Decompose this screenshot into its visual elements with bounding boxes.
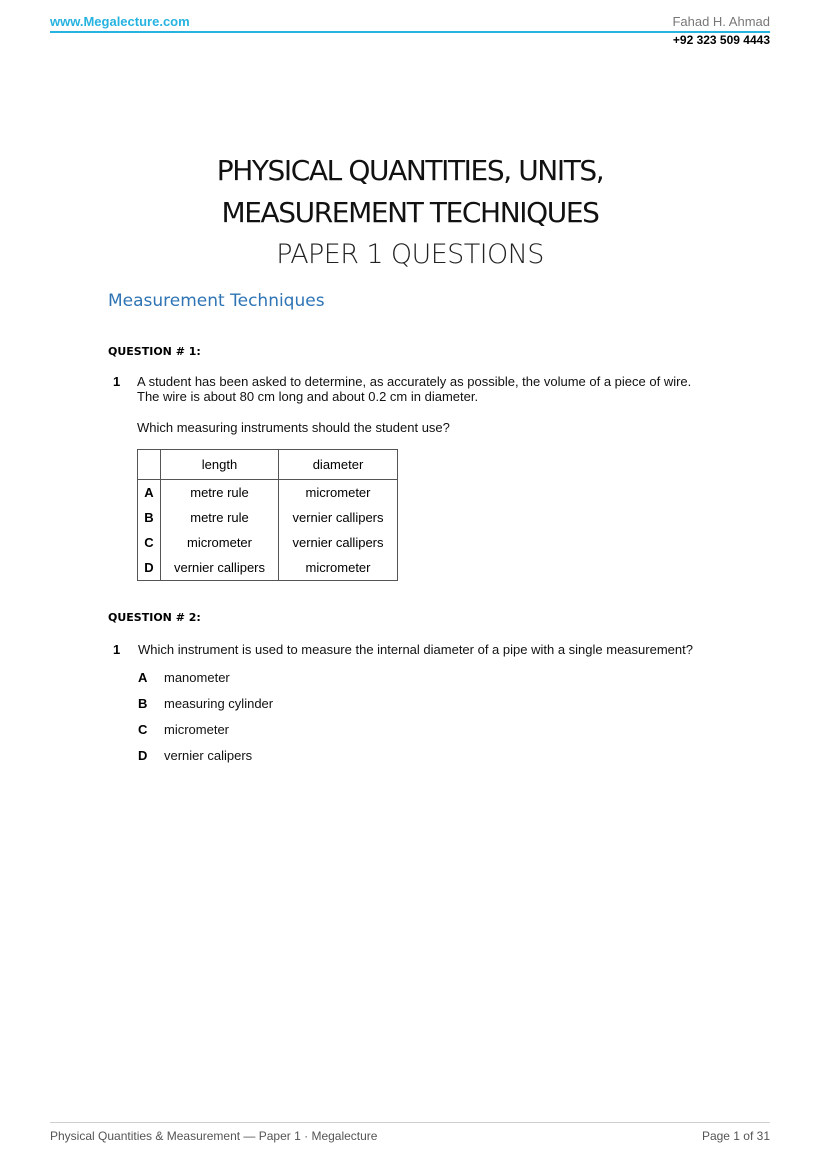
question-1-prompt: Which measuring instruments should the student use?	[137, 420, 450, 435]
table-cell: metre rule	[161, 480, 279, 506]
question-2-label: QUESTION # 2:	[108, 611, 201, 624]
author-name: Fahad H. Ahmad	[672, 14, 770, 29]
footer-text: Physical Quantities & Measurement — Paper 1 · Megalecture	[50, 1129, 378, 1143]
option-text: micrometer	[164, 722, 230, 737]
document-subtitle: PAPER 1 QUESTIONS	[276, 239, 544, 270]
table-row	[138, 555, 398, 581]
option-text: measuring cylinder	[164, 696, 274, 711]
table-cell: micrometer	[279, 480, 398, 506]
table-row	[138, 530, 398, 555]
title-line-1: PHYSICAL QUANTITIES, UNITS,	[216, 154, 604, 187]
option-text: manometer	[164, 670, 230, 685]
option-letter: C	[138, 530, 161, 555]
table-header-cell: length	[161, 450, 279, 480]
table-cell: metre rule	[161, 505, 279, 530]
option-letter: A	[138, 480, 161, 506]
option-text: vernier calipers	[164, 748, 253, 763]
question-2-number: 1	[113, 642, 121, 657]
section-heading: Measurement Techniques	[108, 291, 325, 311]
option-letter: B	[138, 696, 148, 711]
table-cell: micrometer	[161, 530, 279, 555]
table-cell: vernier callipers	[279, 530, 398, 555]
table-row	[138, 505, 398, 530]
question-1-text-line-2: The wire is about 80 cm long and about 0.2 cm in diameter.	[137, 389, 479, 404]
table-cell: vernier callipers	[161, 555, 279, 581]
question-2-text: Which instrument is used to measure the internal diameter of a pipe with a single measurement?	[138, 642, 693, 657]
phone-number: +92 323 509 4443	[672, 33, 770, 47]
option-letter: C	[138, 722, 148, 737]
table-header-row	[138, 450, 398, 480]
question-1-number: 1	[113, 374, 121, 389]
document-title	[0, 150, 820, 276]
footer-divider	[50, 1122, 770, 1123]
option-letter: D	[138, 748, 148, 763]
option-letter: A	[138, 670, 148, 685]
header-divider	[50, 31, 770, 33]
site-link[interactable]: www.Megalecture.com	[50, 14, 190, 29]
question-1-text-line-1: A student has been asked to determine, as accurately as possible, the volume of a piece of wire.	[137, 374, 692, 389]
option-letter: B	[138, 505, 161, 530]
question-1-label: QUESTION # 1:	[108, 345, 201, 358]
table-cell: micrometer	[279, 555, 398, 581]
table-cell: vernier callipers	[279, 505, 398, 530]
table-header-cell: diameter	[279, 450, 398, 480]
instrument-table	[137, 449, 398, 581]
option-letter: D	[138, 555, 161, 581]
title-line-2: MEASUREMENT TECHNIQUES	[221, 196, 599, 229]
table-header-cell	[138, 450, 161, 480]
table-row	[138, 480, 398, 506]
page-number: Page 1 of 31	[701, 1129, 770, 1143]
